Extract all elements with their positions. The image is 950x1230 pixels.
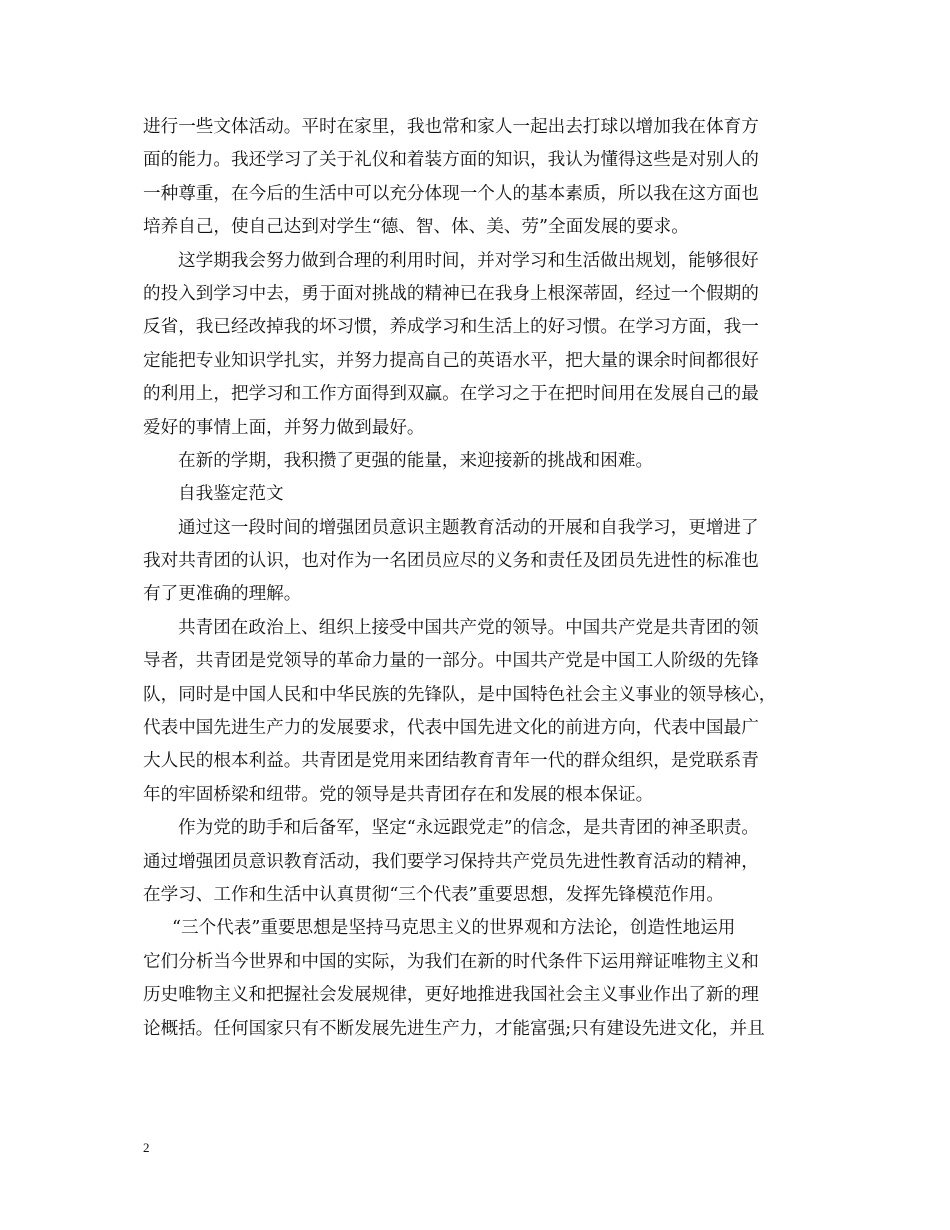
text-line: 论概括。任何国家只有不断发展先进生产力，才能富强;只有建设先进文化，并且 bbox=[143, 1018, 765, 1039]
text-line: 在学习、工作和生活中认真贯彻“三个代表”重要思想，发挥先锋模范作用。 bbox=[143, 884, 724, 905]
text-line: 的利用上，把学习和工作方面得到双赢。在学习之于在把时间用在发展自己的最 bbox=[143, 384, 759, 405]
text-line: 通过增强团员意识教育活动，我们要学习保持共产党员先进性教育活动的精神， bbox=[143, 851, 759, 872]
text-line: 通过这一段时间的增强团员意识主题教育活动的开展和自我学习，更增进了 bbox=[178, 517, 759, 538]
text-line: 有了更准确的理解。 bbox=[143, 584, 302, 605]
text-line: 它们分析当今世界和中国的实际，为我们在新的时代条件下运用辩证唯物主义和 bbox=[143, 951, 759, 972]
text-line: 年的牢固桥梁和纽带。党的领导是共青团存在和发展的根本保证。 bbox=[143, 784, 654, 805]
text-line: 爱好的事情上面，并努力做到最好。 bbox=[143, 417, 425, 438]
page-number: 2 bbox=[143, 1140, 150, 1155]
text-line: 共青团在政治上、组织上接受中国共产党的领导。中国共产党是共青团的领 bbox=[178, 617, 759, 638]
text-line: 历史唯物主义和把握社会发展规律，更好地推进我国社会主义事业作出了新的理 bbox=[143, 985, 759, 1006]
text-line: 在新的学期，我积攒了更强的能量，来迎接新的挑战和困难。 bbox=[178, 450, 654, 471]
text-line: 面的能力。我还学习了关于礼仪和着装方面的知识，我认为懂得这些是对别人的 bbox=[143, 150, 759, 171]
text-line: “三个代表”重要思想是坚持马克思主义的世界观和方法论，创造性地运用 bbox=[172, 918, 736, 939]
text-line: 代表中国先进生产力的发展要求，代表中国先进文化的前进方向，代表中国最广 bbox=[143, 718, 759, 739]
text-line: 自我鉴定范文 bbox=[178, 484, 284, 505]
text-line: 这学期我会努力做到合理的利用时间，并对学习和生活做出规划，能够很好 bbox=[178, 250, 759, 271]
text-line: 大人民的根本利益。共青团是党用来团结教育青年一代的群众组织，是党联系青 bbox=[143, 751, 759, 772]
text-line: 一种尊重，在今后的生活中可以充分体现一个人的基本素质，所以我在这方面也 bbox=[143, 183, 759, 204]
text-line: 定能把专业知识学扎实，并努力提高自己的英语水平，把大量的课余时间都很好 bbox=[143, 350, 759, 371]
text-line: 队，同时是中国人民和中华民族的先锋队，是中国特色社会主义事业的领导核心， bbox=[143, 684, 777, 705]
document-body bbox=[143, 111, 813, 1046]
text-line: 我对共青团的认识，也对作为一名团员应尽的义务和责任及团员先进性的标准也 bbox=[143, 551, 759, 572]
text-line: 作为党的助手和后备军，坚定“永远跟党走”的信念，是共青团的神圣职责。 bbox=[178, 818, 759, 839]
text-line: 进行一些文体活动。平时在家里，我也常和家人一起出去打球以增加我在体育方 bbox=[143, 117, 759, 137]
text-line: 的投入到学习中去，勇于面对挑战的精神已在我身上根深蒂固，经过一个假期的 bbox=[143, 283, 759, 304]
text-line: 导者，共青团是党领导的革命力量的一部分。中国共产党是中国工人阶级的先锋 bbox=[143, 651, 759, 672]
text-line: 反省，我已经改掉我的坏习惯，养成学习和生活上的好习惯。在学习方面，我一 bbox=[143, 317, 759, 338]
text-line: 培养自己，使自己达到对学生“德、智、体、美、劳”全面发展的要求。 bbox=[143, 217, 689, 238]
